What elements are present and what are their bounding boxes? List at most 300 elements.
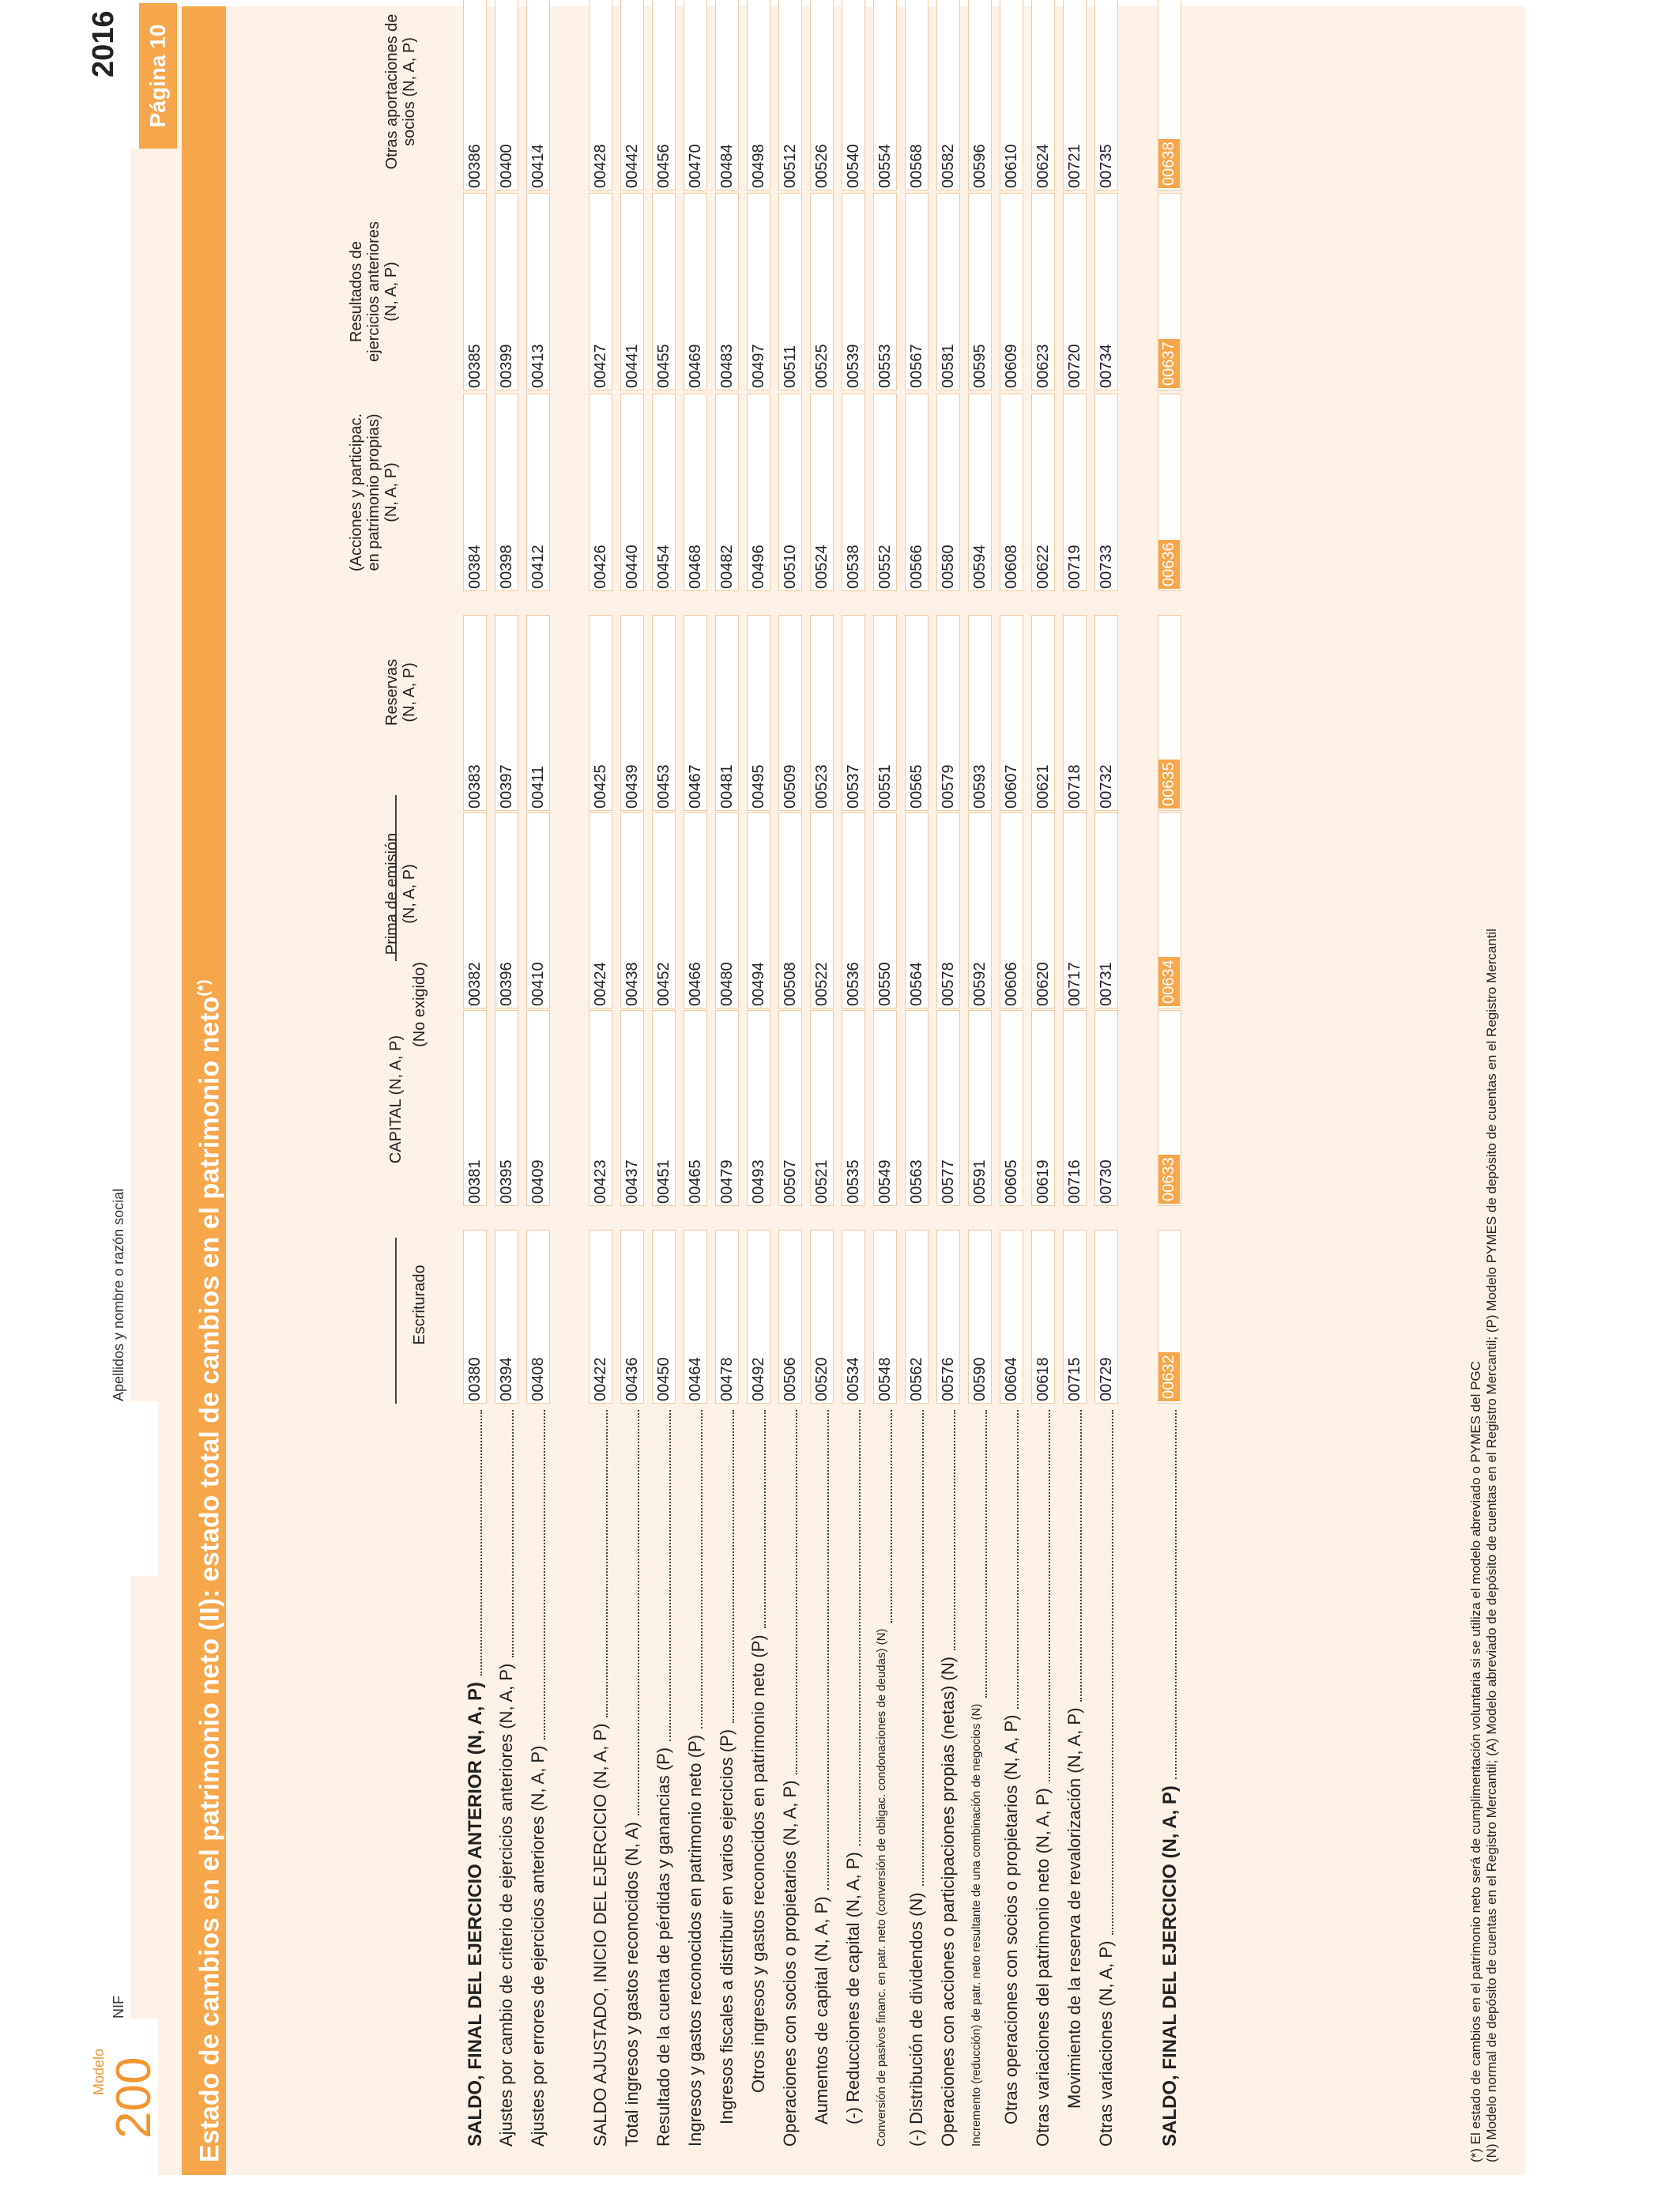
value-cell[interactable] bbox=[1063, 615, 1087, 811]
row-label: (-) Distribución de dividendos (N) bbox=[906, 1892, 926, 2147]
cell-code: 00623 bbox=[1034, 344, 1052, 388]
dotted-leader bbox=[1015, 1410, 1019, 1709]
value-cell[interactable] bbox=[873, 615, 897, 811]
cell-code: 00466 bbox=[687, 962, 704, 1006]
dotted-leader bbox=[794, 1410, 797, 1774]
page-number: Página 10 bbox=[139, 3, 177, 149]
value-cell[interactable] bbox=[495, 1010, 518, 1206]
cell-code: 00413 bbox=[529, 344, 547, 388]
value-cell[interactable] bbox=[463, 193, 487, 390]
resultados-header bbox=[348, 193, 400, 390]
cell-code: 00396 bbox=[498, 962, 515, 1006]
value-cell[interactable] bbox=[526, 193, 550, 390]
value-cell[interactable] bbox=[778, 193, 802, 390]
cell-code: 00734 bbox=[1098, 344, 1115, 388]
dotted-leader bbox=[542, 1410, 545, 1740]
value-cell[interactable] bbox=[652, 193, 676, 390]
value-cell[interactable] bbox=[684, 812, 707, 1008]
value-cell[interactable] bbox=[589, 615, 612, 811]
cell-code: 00408 bbox=[529, 1357, 547, 1401]
value-cell[interactable] bbox=[620, 812, 644, 1008]
value-cell[interactable] bbox=[810, 193, 834, 390]
cell-code: 00495 bbox=[750, 764, 767, 809]
value-cell[interactable] bbox=[526, 812, 550, 1008]
cell-code: 00731 bbox=[1098, 962, 1115, 1006]
value-cell[interactable] bbox=[873, 0, 897, 190]
value-cell[interactable] bbox=[463, 1010, 487, 1206]
cell-code: 00719 bbox=[1066, 545, 1083, 589]
value-cell[interactable] bbox=[873, 1010, 897, 1206]
value-cell[interactable] bbox=[463, 812, 487, 1008]
value-cell[interactable] bbox=[526, 1230, 550, 1404]
value-cell[interactable] bbox=[842, 1010, 865, 1206]
value-cell[interactable] bbox=[747, 1010, 770, 1206]
cell-code: 00511 bbox=[782, 345, 799, 388]
value-cell[interactable] bbox=[810, 1230, 834, 1404]
value-cell[interactable] bbox=[495, 615, 518, 811]
acciones-header-line2: en patrimonio propias) bbox=[365, 413, 382, 571]
value-cell[interactable] bbox=[715, 615, 739, 811]
cell-code: 00467 bbox=[687, 764, 704, 809]
cell-code: 00493 bbox=[750, 1159, 767, 1204]
cell-code: 00536 bbox=[845, 962, 862, 1006]
cell-code: 00554 bbox=[876, 144, 894, 188]
cell-code: 00578 bbox=[940, 962, 957, 1006]
value-cell[interactable] bbox=[936, 0, 960, 190]
value-cell[interactable] bbox=[778, 394, 802, 591]
value-cell[interactable] bbox=[873, 193, 897, 390]
cell-code: 00582 bbox=[940, 144, 957, 188]
acciones-header-line1: (Acciones y participac. bbox=[348, 413, 365, 572]
value-cell[interactable] bbox=[463, 394, 487, 591]
value-cell[interactable] bbox=[1094, 1230, 1118, 1404]
value-cell[interactable] bbox=[1063, 394, 1087, 591]
cell-code: 00609 bbox=[1003, 344, 1020, 388]
cell-code: 00524 bbox=[813, 545, 831, 589]
value-cell[interactable] bbox=[684, 1010, 707, 1206]
value-cell[interactable] bbox=[495, 812, 518, 1008]
value-cell[interactable] bbox=[1158, 193, 1181, 390]
value-cell[interactable] bbox=[684, 193, 707, 390]
cell-code: 00450 bbox=[655, 1357, 672, 1401]
value-cell[interactable] bbox=[652, 0, 676, 190]
value-cell[interactable] bbox=[747, 812, 770, 1008]
value-cell[interactable] bbox=[968, 193, 992, 390]
cell-code: 00456 bbox=[655, 144, 672, 188]
cell-code: 00568 bbox=[908, 144, 925, 188]
value-cell[interactable] bbox=[1158, 0, 1181, 190]
cell-code: 00605 bbox=[1003, 1159, 1020, 1204]
value-cell[interactable] bbox=[620, 615, 644, 811]
cell-code: 00733 bbox=[1098, 545, 1115, 589]
value-cell[interactable] bbox=[905, 615, 929, 811]
cell-code: 00386 bbox=[466, 144, 484, 188]
cell-code: 00548 bbox=[876, 1357, 894, 1401]
cell-code: 00552 bbox=[876, 545, 894, 589]
nif-label: NIF bbox=[111, 1996, 126, 2019]
cell-code: 00438 bbox=[623, 962, 641, 1006]
value-cell[interactable] bbox=[589, 812, 612, 1008]
cell-code: 00425 bbox=[592, 764, 609, 809]
value-cell[interactable] bbox=[1094, 394, 1118, 591]
page-title-text: Estado de cambios en el patrimonio neto (II): estado total de cambios en el patrimonio neto bbox=[194, 996, 225, 2162]
value-cell[interactable] bbox=[1000, 615, 1023, 811]
value-cell[interactable] bbox=[1031, 1230, 1055, 1404]
cell-code: 00453 bbox=[655, 764, 672, 809]
value-cell[interactable] bbox=[1031, 812, 1055, 1008]
value-cell[interactable] bbox=[1000, 812, 1023, 1008]
cell-code: 00537 bbox=[845, 764, 862, 809]
cell-code: 00452 bbox=[655, 962, 672, 1006]
cell-code: 00635 bbox=[1158, 760, 1180, 809]
value-cell[interactable] bbox=[526, 394, 550, 591]
value-cell[interactable] bbox=[495, 0, 518, 190]
value-cell[interactable] bbox=[842, 193, 865, 390]
value-cell[interactable] bbox=[778, 812, 802, 1008]
cell-code: 00732 bbox=[1098, 764, 1115, 809]
value-cell[interactable] bbox=[873, 1230, 897, 1404]
cell-code: 00720 bbox=[1066, 344, 1083, 388]
value-cell[interactable] bbox=[495, 394, 518, 591]
value-cell[interactable] bbox=[1094, 0, 1118, 190]
cell-code: 00507 bbox=[782, 1159, 799, 1204]
cell-code: 00508 bbox=[782, 962, 799, 1006]
cell-code: 00637 bbox=[1158, 339, 1180, 388]
name-field[interactable] bbox=[130, 149, 168, 1401]
cell-code: 00441 bbox=[623, 344, 641, 388]
cell-code: 00539 bbox=[845, 344, 862, 388]
cell-code: 00715 bbox=[1066, 1357, 1083, 1401]
value-cell[interactable] bbox=[936, 615, 960, 811]
value-cell[interactable] bbox=[652, 615, 676, 811]
value-cell[interactable] bbox=[905, 1230, 929, 1404]
value-cell[interactable] bbox=[905, 1010, 929, 1206]
value-cell[interactable] bbox=[747, 615, 770, 811]
cell-code: 00566 bbox=[908, 545, 925, 589]
nif-field[interactable] bbox=[130, 1576, 168, 2019]
cell-code: 00618 bbox=[1034, 1357, 1052, 1401]
value-cell[interactable] bbox=[968, 1230, 992, 1404]
value-cell[interactable] bbox=[620, 1010, 644, 1206]
dotted-leader bbox=[605, 1410, 608, 1717]
value-cell[interactable] bbox=[652, 812, 676, 1008]
cell-code: 00567 bbox=[908, 344, 925, 388]
cell-code: 00594 bbox=[971, 545, 989, 589]
row-label: Otras variaciones (N, A, P) bbox=[1096, 1940, 1116, 2147]
value-cell[interactable] bbox=[620, 193, 644, 390]
row-label: Resultado de la cuenta de pérdidas y ganancias (P) bbox=[654, 1747, 673, 2147]
cell-code: 00607 bbox=[1003, 764, 1020, 809]
cell-code: 00428 bbox=[592, 144, 609, 188]
value-cell[interactable] bbox=[842, 0, 865, 190]
value-cell[interactable] bbox=[810, 0, 834, 190]
cell-code: 00523 bbox=[813, 764, 831, 809]
dotted-leader bbox=[889, 1410, 892, 1623]
value-cell[interactable] bbox=[1094, 615, 1118, 811]
value-cell[interactable] bbox=[1158, 1010, 1181, 1206]
row-label: Movimiento de la reserva de revalorización (N, A, P) bbox=[1064, 1707, 1084, 2109]
cell-code: 00424 bbox=[592, 962, 609, 1006]
cell-code: 00509 bbox=[782, 764, 799, 809]
value-cell[interactable] bbox=[589, 1230, 612, 1404]
value-cell[interactable] bbox=[778, 0, 802, 190]
cell-code: 00478 bbox=[718, 1357, 736, 1401]
dotted-leader bbox=[952, 1410, 955, 1650]
value-cell[interactable] bbox=[842, 812, 865, 1008]
acciones-header-line3: (N, A, P) bbox=[382, 462, 400, 522]
value-cell[interactable] bbox=[747, 193, 770, 390]
value-cell[interactable] bbox=[1000, 1010, 1023, 1206]
escriturado-header: Escriturado bbox=[411, 1265, 428, 1345]
cell-code: 00632 bbox=[1158, 1352, 1180, 1401]
cell-code: 00621 bbox=[1034, 764, 1052, 809]
no-exigido-header: (No exigido) bbox=[411, 962, 428, 1047]
row-label: SALDO, FINAL DEL EJERCICIO ANTERIOR (N, A, P) bbox=[465, 1681, 486, 2147]
value-cell[interactable] bbox=[495, 193, 518, 390]
value-cell[interactable] bbox=[968, 615, 992, 811]
cell-code: 00563 bbox=[908, 1159, 925, 1204]
cell-code: 00383 bbox=[466, 764, 484, 809]
acciones-header bbox=[348, 394, 400, 591]
value-cell[interactable] bbox=[1063, 1010, 1087, 1206]
cell-code: 00395 bbox=[498, 1159, 515, 1204]
value-cell[interactable] bbox=[652, 394, 676, 591]
value-cell[interactable] bbox=[463, 1230, 487, 1404]
value-cell[interactable] bbox=[1000, 394, 1023, 591]
value-cell[interactable] bbox=[747, 0, 770, 190]
value-cell[interactable] bbox=[905, 0, 929, 190]
value-cell[interactable] bbox=[1158, 394, 1181, 591]
value-cell[interactable] bbox=[810, 615, 834, 811]
value-cell[interactable] bbox=[715, 193, 739, 390]
cell-code: 00426 bbox=[592, 545, 609, 589]
cell-code: 00470 bbox=[687, 144, 704, 188]
cell-code: 00510 bbox=[782, 545, 799, 589]
cell-code: 00436 bbox=[623, 1357, 641, 1401]
value-cell[interactable] bbox=[842, 1230, 865, 1404]
value-cell[interactable] bbox=[1094, 1010, 1118, 1206]
cell-code: 00717 bbox=[1066, 962, 1083, 1006]
cell-code: 00619 bbox=[1034, 1159, 1052, 1204]
value-cell[interactable] bbox=[715, 1230, 739, 1404]
page-title bbox=[182, 979, 226, 2162]
value-cell[interactable] bbox=[715, 394, 739, 591]
dotted-leader bbox=[921, 1410, 924, 1886]
value-cell[interactable] bbox=[526, 1010, 550, 1206]
row-label: Operaciones con acciones o participaciones propias (netas) (N) bbox=[938, 1657, 958, 2147]
cell-code: 00381 bbox=[466, 1159, 484, 1204]
cell-code: 00565 bbox=[908, 764, 925, 809]
cell-code: 00439 bbox=[623, 764, 641, 809]
cell-code: 00494 bbox=[750, 962, 767, 1006]
row-label: Ajustes por cambio de criterio de ejercicios anteriores (N, A, P) bbox=[496, 1663, 516, 2147]
cell-code: 00442 bbox=[623, 144, 641, 188]
row-label: Otros ingresos y gastos reconocidos en patrimonio neto (P) bbox=[748, 1634, 768, 2093]
value-cell[interactable] bbox=[936, 1230, 960, 1404]
value-cell[interactable] bbox=[1094, 812, 1118, 1008]
row-label: SALDO, FINAL DEL EJERCICIO (N, A, P) bbox=[1159, 1785, 1181, 2147]
name-label: Apellidos y nombre o razón social bbox=[111, 1188, 126, 1401]
otras-header-line2: socios (N, A, P) bbox=[401, 37, 418, 146]
dotted-leader bbox=[984, 1410, 987, 1698]
cell-code: 00590 bbox=[971, 1357, 989, 1401]
cell-code: 00716 bbox=[1066, 1159, 1083, 1204]
reservas-header-line2: (N, A, P) bbox=[401, 662, 418, 722]
cell-code: 00595 bbox=[971, 344, 989, 388]
value-cell[interactable] bbox=[968, 812, 992, 1008]
cell-code: 00520 bbox=[813, 1357, 831, 1401]
cell-code: 00604 bbox=[1003, 1357, 1020, 1401]
value-cell[interactable] bbox=[1031, 615, 1055, 811]
cell-code: 00380 bbox=[466, 1357, 484, 1401]
value-cell[interactable] bbox=[747, 1230, 770, 1404]
footnote-2: (N) Modelo normal de depósito de cuentas en el Registro Mercantil; (A) Modelo abreviado de depósito de cuentas en el Registro Mercantil; (P) Modelo PYMES de depósito de cuentas en el Registro Mercantil bbox=[1484, 928, 1499, 2162]
value-cell[interactable] bbox=[936, 1010, 960, 1206]
cell-code: 00608 bbox=[1003, 545, 1020, 589]
value-cell[interactable] bbox=[1063, 1230, 1087, 1404]
value-cell[interactable] bbox=[684, 1230, 707, 1404]
value-cell[interactable] bbox=[842, 394, 865, 591]
cell-code: 00512 bbox=[782, 144, 799, 188]
value-cell[interactable] bbox=[968, 1010, 992, 1206]
footnote-1: (*) El estado de cambios en el patrimonio neto será de cumplimentación voluntaria si se utiliza el modelo abreviado o PYMES del PGC bbox=[1468, 1361, 1483, 2162]
value-cell[interactable] bbox=[905, 394, 929, 591]
value-cell[interactable] bbox=[1063, 812, 1087, 1008]
value-cell[interactable] bbox=[873, 812, 897, 1008]
dotted-leader bbox=[1110, 1410, 1113, 1935]
cell-code: 00579 bbox=[940, 764, 957, 809]
cell-code: 00410 bbox=[529, 962, 547, 1006]
prima-header bbox=[383, 795, 418, 993]
cell-code: 00492 bbox=[750, 1357, 767, 1401]
row-label: SALDO AJUSTADO, INICIO DEL EJERCICIO (N, A, P) bbox=[590, 1723, 610, 2147]
row-label: Ingresos y gastos reconocidos en patrimonio neto (P) bbox=[685, 1735, 705, 2147]
cell-code: 00735 bbox=[1098, 144, 1115, 188]
cell-code: 00399 bbox=[498, 344, 515, 388]
value-cell[interactable] bbox=[1158, 1230, 1181, 1404]
value-cell[interactable] bbox=[463, 0, 487, 190]
cell-code: 00468 bbox=[687, 545, 704, 589]
cell-code: 00411 bbox=[529, 765, 547, 809]
value-cell[interactable] bbox=[1063, 193, 1087, 390]
value-cell[interactable] bbox=[1000, 0, 1023, 190]
value-cell[interactable] bbox=[968, 0, 992, 190]
cell-code: 00437 bbox=[623, 1159, 641, 1204]
value-cell[interactable] bbox=[810, 812, 834, 1008]
value-cell[interactable] bbox=[1031, 394, 1055, 591]
cell-code: 00398 bbox=[498, 545, 515, 589]
value-cell[interactable] bbox=[652, 1010, 676, 1206]
value-cell[interactable] bbox=[778, 1010, 802, 1206]
value-cell[interactable] bbox=[589, 1010, 612, 1206]
value-cell[interactable] bbox=[842, 615, 865, 811]
dotted-leader bbox=[1079, 1410, 1082, 1702]
value-cell[interactable] bbox=[620, 0, 644, 190]
dotted-leader bbox=[668, 1410, 671, 1741]
cell-code: 00465 bbox=[687, 1159, 704, 1204]
value-cell[interactable] bbox=[778, 1230, 802, 1404]
row-label: Conversión de pasivos financ. en patr. neto (conversión de obligac. condonaciones de deudas) (N) bbox=[875, 1628, 888, 2147]
cell-code: 00414 bbox=[529, 144, 547, 188]
value-cell[interactable] bbox=[715, 812, 739, 1008]
row-label: Ingresos fiscales a distribuir en varios ejercicios (P) bbox=[717, 1728, 736, 2124]
value-cell[interactable] bbox=[620, 394, 644, 591]
value-cell[interactable] bbox=[589, 193, 612, 390]
value-cell[interactable] bbox=[968, 394, 992, 591]
value-cell[interactable] bbox=[652, 1230, 676, 1404]
cell-code: 00498 bbox=[750, 144, 767, 188]
value-cell[interactable] bbox=[1000, 1230, 1023, 1404]
dotted-leader bbox=[699, 1410, 703, 1728]
cell-code: 00397 bbox=[498, 764, 515, 809]
value-cell[interactable] bbox=[1094, 193, 1118, 390]
value-cell[interactable] bbox=[526, 615, 550, 811]
value-cell[interactable] bbox=[715, 0, 739, 190]
value-cell[interactable] bbox=[684, 615, 707, 811]
cell-code: 00540 bbox=[845, 144, 862, 188]
cell-code: 00721 bbox=[1066, 144, 1083, 188]
cell-code: 00633 bbox=[1158, 1155, 1180, 1204]
cell-code: 00581 bbox=[940, 344, 957, 388]
cell-code: 00409 bbox=[529, 1159, 547, 1204]
dotted-leader bbox=[479, 1410, 482, 1676]
cell-code: 00538 bbox=[845, 545, 862, 589]
cell-code: 00620 bbox=[1034, 962, 1052, 1006]
value-cell[interactable] bbox=[905, 193, 929, 390]
value-cell[interactable] bbox=[684, 0, 707, 190]
value-cell[interactable] bbox=[715, 1010, 739, 1206]
value-cell[interactable] bbox=[1031, 193, 1055, 390]
value-cell[interactable] bbox=[1031, 1010, 1055, 1206]
resultados-header-line3: (N, A, P) bbox=[382, 262, 400, 322]
value-cell[interactable] bbox=[1063, 0, 1087, 190]
value-cell[interactable] bbox=[1000, 193, 1023, 390]
cell-code: 00481 bbox=[718, 764, 736, 809]
cell-code: 00479 bbox=[718, 1159, 736, 1204]
value-cell[interactable] bbox=[1031, 0, 1055, 190]
value-cell[interactable] bbox=[1158, 812, 1181, 1008]
value-cell[interactable] bbox=[873, 394, 897, 591]
reservas-header-line1: Reservas bbox=[383, 658, 401, 726]
value-cell[interactable] bbox=[747, 394, 770, 591]
value-cell[interactable] bbox=[589, 394, 612, 591]
resultados-header-line1: Resultados de bbox=[348, 241, 365, 342]
value-cell[interactable] bbox=[905, 812, 929, 1008]
value-cell[interactable] bbox=[1158, 615, 1181, 811]
value-cell[interactable] bbox=[936, 193, 960, 390]
value-cell[interactable] bbox=[936, 812, 960, 1008]
cell-code: 00526 bbox=[813, 144, 831, 188]
value-cell[interactable] bbox=[589, 0, 612, 190]
cell-code: 00550 bbox=[876, 962, 894, 1006]
value-cell[interactable] bbox=[495, 1230, 518, 1404]
value-cell[interactable] bbox=[620, 1230, 644, 1404]
dotted-leader bbox=[510, 1410, 514, 1657]
value-cell[interactable] bbox=[936, 394, 960, 591]
cell-code: 00412 bbox=[529, 545, 547, 589]
otras-header-line1: Otras aportaciones de bbox=[383, 13, 401, 170]
value-cell[interactable] bbox=[684, 394, 707, 591]
value-cell[interactable] bbox=[778, 615, 802, 811]
cell-code: 00522 bbox=[813, 962, 831, 1006]
value-cell[interactable] bbox=[810, 1010, 834, 1206]
cell-code: 00592 bbox=[971, 962, 989, 1006]
cell-code: 00497 bbox=[750, 344, 767, 388]
value-cell[interactable] bbox=[463, 615, 487, 811]
value-cell[interactable] bbox=[526, 0, 550, 190]
value-cell[interactable] bbox=[810, 394, 834, 591]
dotted-leader bbox=[763, 1410, 766, 1628]
